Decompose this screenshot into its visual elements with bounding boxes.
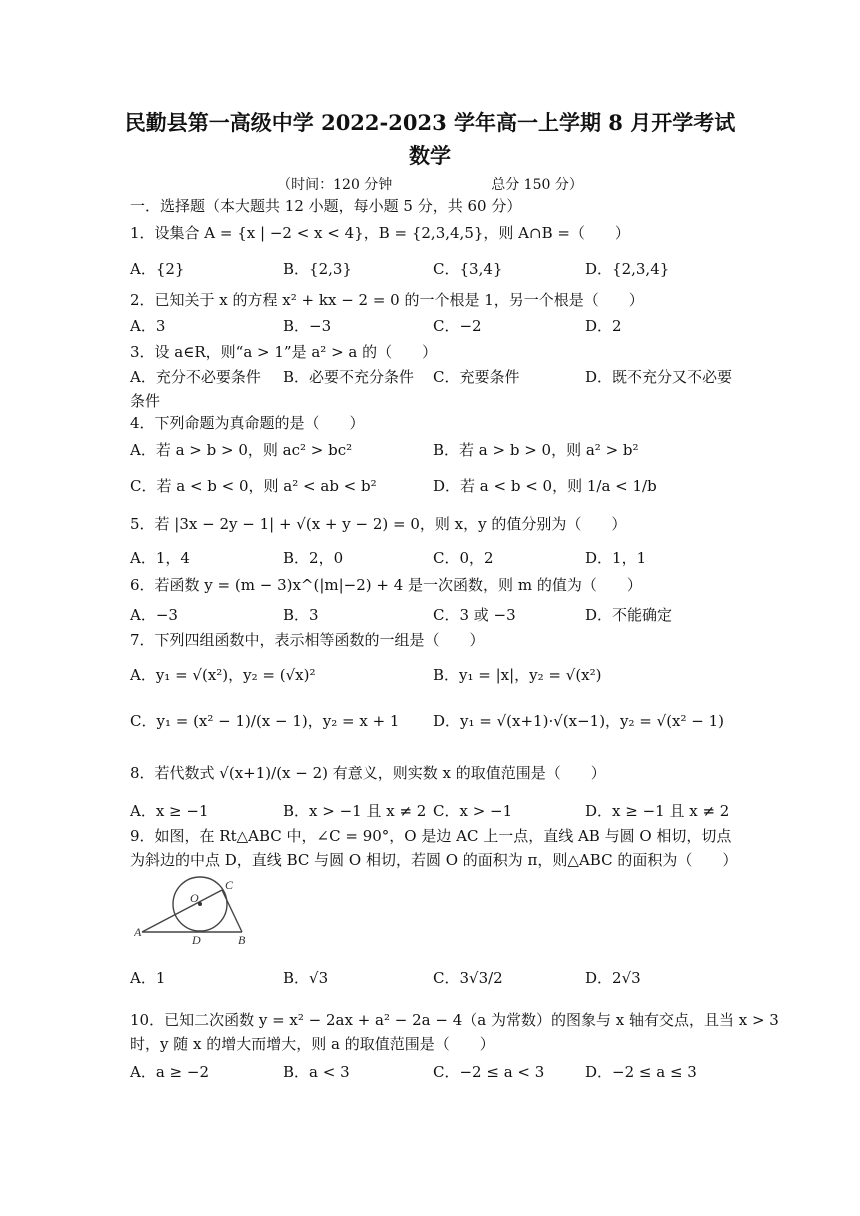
q9-triangle-figure	[134, 876, 254, 946]
q1-option-c: C．{3,4}	[433, 260, 503, 278]
exam-score: 总分 150 分）	[491, 177, 583, 193]
q2-option-c: C．−2	[433, 317, 482, 335]
q7-option-c: C．y₁ = (x² − 1)/(x − 1)，y₂ = x + 1	[130, 712, 400, 730]
q10-option-d: D．−2 ≤ a ≤ 3	[585, 1063, 697, 1081]
segment-ac	[142, 890, 222, 932]
q10-option-a: A．a ≥ −2	[130, 1063, 209, 1081]
q3-stem: 3．设 a∈R，则“a > 1”是 a² > a 的（ ）	[130, 343, 438, 361]
label-c: C	[225, 878, 234, 892]
q1-stem: 1．设集合 A = {x | −2 < x < 4}，B = {2,3,4,5}，则 A∩B =（ ）	[130, 224, 630, 242]
q9-option-d: D．2√3	[585, 969, 641, 987]
exam-info	[0, 174, 860, 194]
q10-option-b: B．a < 3	[283, 1063, 350, 1081]
q5-stem: 5．若 |3x − 2y − 1| + √(x + y − 2) = 0，则 x，y 的值分别为（ ）	[130, 515, 627, 533]
label-a: A	[134, 925, 142, 939]
q10-stem-line1: 10．已知二次函数 y = x² − 2ax + a² − 2a − 4（a 为常数）的图象与 x 轴有交点，且当 x > 3	[130, 1011, 779, 1029]
q1-option-b: B．{2,3}	[283, 260, 352, 278]
q4-option-a: A．若 a > b > 0，则 ac² > bc²	[130, 441, 353, 459]
q5-option-d: D．1，1	[585, 549, 647, 567]
q9-option-a: A．1	[130, 969, 166, 987]
q8-stem: 8．若代数式 √(x+1)/(x − 2) 有意义，则实数 x 的取值范围是（ ）	[130, 764, 606, 782]
q7-option-d: D．y₁ = √(x+1)·√(x−1)，y₂ = √(x² − 1)	[433, 712, 725, 730]
q2-option-b: B．−3	[283, 317, 332, 335]
q5-option-b: B．2，0	[283, 549, 344, 567]
q4-stem: 4．下列命题为真命题的是（ ）	[130, 414, 365, 432]
q9-option-b: B．√3	[283, 969, 329, 987]
q3-option-c: C．充要条件	[433, 368, 520, 386]
q5-option-c: C．0，2	[433, 549, 494, 567]
q8-option-a: A．x ≥ −1	[130, 802, 209, 820]
q2-option-a: A．3	[130, 317, 166, 335]
label-o: O	[190, 891, 199, 905]
q3-option-d-cont: 条件	[130, 392, 161, 410]
q10-option-c: C．−2 ≤ a < 3	[433, 1063, 545, 1081]
q10-stem-line2: 时，y 随 x 的增大而增大，则 a 的取值范围是（ ）	[130, 1035, 495, 1053]
q6-option-b: B．3	[283, 606, 319, 624]
q7-option-a: A．y₁ = √(x²)，y₂ = (√x)²	[130, 666, 316, 684]
q1-option-d: D．{2,3,4}	[585, 260, 670, 278]
q3-option-a: A．充分不必要条件	[130, 368, 261, 386]
q5-option-a: A．1，4	[130, 549, 190, 567]
q7-option-b: B．y₁ = |x|，y₂ = √(x²)	[433, 666, 602, 684]
q4-option-b: B．若 a > b > 0，则 a² > b²	[433, 441, 639, 459]
q1-option-a: A．{2}	[130, 260, 185, 278]
q6-option-c: C．3 或 −3	[433, 606, 516, 624]
q8-option-d: D．x ≥ −1 且 x ≠ 2	[585, 802, 730, 820]
q6-option-d: D．不能确定	[585, 606, 673, 624]
label-b: B	[238, 933, 246, 946]
q9-option-c: C．3√3/2	[433, 969, 503, 987]
q2-stem: 2．已知关于 x 的方程 x² + kx − 2 = 0 的一个根是 1，另一个根是（ ）	[130, 291, 644, 309]
q8-option-c: C．x > −1	[433, 802, 513, 820]
q6-stem: 6．若函数 y = (m − 3)x^(|m|−2) + 4 是一次函数，则 m 的值为（ ）	[130, 576, 642, 594]
exam-title: 民勤县第一高级中学 2022-2023 学年高一上学期 8 月开学考试	[124, 110, 736, 135]
q9-stem-line1: 9．如图，在 Rt△ABC 中，∠C = 90°，O 是边 AC 上一点，直线 AB 与圆 O 相切，切点	[130, 827, 732, 845]
q6-option-a: A．−3	[130, 606, 178, 624]
segment-cb	[222, 890, 242, 932]
exam-time: （时间：120 分钟	[277, 177, 393, 193]
q3-option-d: D．既不充分又不必要	[585, 368, 733, 386]
q7-stem: 7．下列四组函数中，表示相等函数的一组是（ ）	[130, 631, 485, 649]
q9-stem-line2: 为斜边的中点 D，直线 BC 与圆 O 相切，若圆 O 的面积为 π，则△ABC 的面积为（ ）	[130, 851, 738, 869]
label-d: D	[192, 933, 201, 946]
q4-option-c: C．若 a < b < 0，则 a² < ab < b²	[130, 477, 377, 495]
q4-option-d: D．若 a < b < 0，则 1/a < 1/b	[433, 477, 657, 495]
q2-option-d: D．2	[585, 317, 622, 335]
q8-option-b: B．x > −1 且 x ≠ 2	[283, 802, 427, 820]
exam-subject: 数学	[409, 143, 451, 168]
section-heading: 一．选择题（本大题共 12 小题，每小题 5 分，共 60 分）	[130, 197, 522, 215]
q3-option-b: B．必要不充分条件	[283, 368, 415, 386]
